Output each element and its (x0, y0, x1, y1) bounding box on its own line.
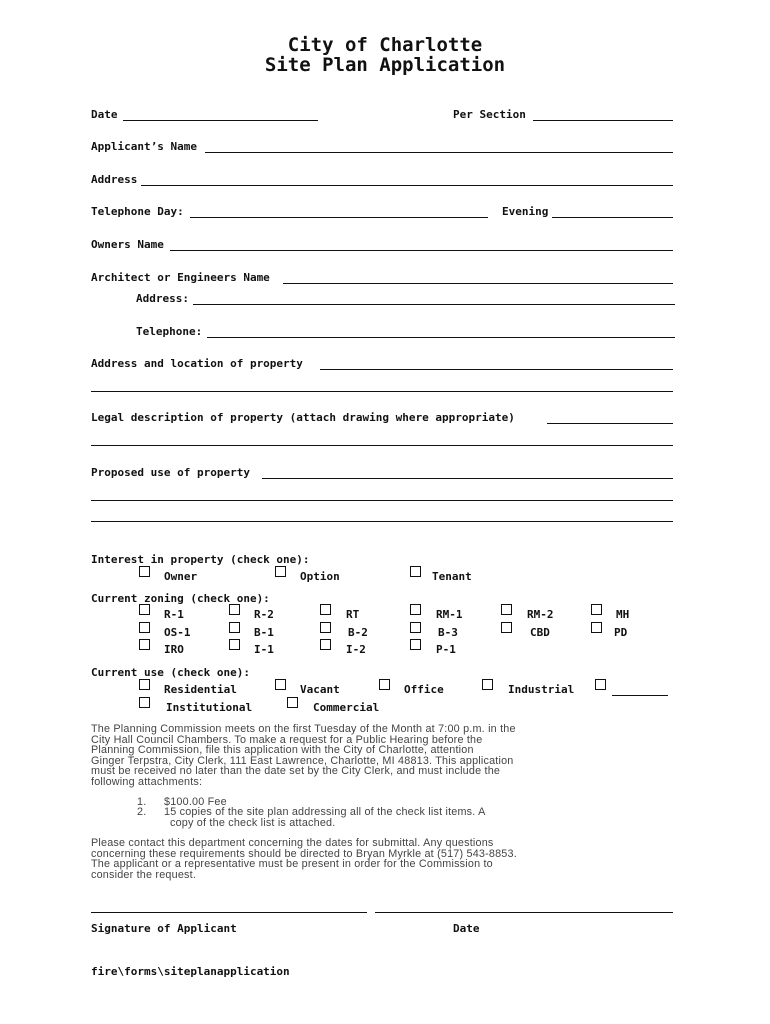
applicant-name-field[interactable] (205, 152, 673, 153)
signature-date-label: Date (453, 922, 480, 935)
address-field[interactable] (141, 185, 673, 186)
use-residential-checkbox[interactable] (139, 679, 150, 690)
use-industrial-label: Industrial (508, 683, 575, 696)
zoning-b1-label: B-1 (254, 626, 274, 639)
architect-telephone-field[interactable] (207, 337, 675, 338)
architect-name-field[interactable] (283, 283, 673, 284)
notice-line: The Planning Commission meets on the first Tuesday of the Month at 7:00 p.m. in the (91, 723, 516, 735)
proposed-use-field-line3[interactable] (91, 521, 673, 522)
zoning-i2-label: I-2 (346, 643, 366, 656)
zoning-rm1-label: RM-1 (436, 608, 463, 621)
zoning-mh-checkbox[interactable] (591, 604, 602, 615)
owners-name-field[interactable] (170, 250, 673, 251)
zoning-i1-label: I-1 (254, 643, 274, 656)
zoning-b2-label: B-2 (348, 626, 368, 639)
zoning-r2-label: R-2 (254, 608, 274, 621)
interest-label: Interest in property (check one): (91, 553, 310, 566)
form-title: City of Charlotte (287, 34, 483, 56)
use-institutional-checkbox[interactable] (139, 697, 150, 708)
notice-line: Planning Commission, file this application with the City of Charlotte, attention (91, 744, 474, 756)
owners-name-label: Owners Name (91, 238, 164, 251)
per-section-field[interactable] (533, 120, 673, 121)
property-address-field[interactable] (320, 369, 673, 370)
zoning-rm1-checkbox[interactable] (410, 604, 421, 615)
zoning-rt-checkbox[interactable] (320, 604, 331, 615)
attachment-number: 2. (137, 806, 147, 818)
use-residential-label: Residential (164, 683, 237, 696)
zoning-label: Current zoning (check one): (91, 592, 270, 605)
notice-line: Ginger Terpstra, City Clerk, 111 East Lawrence, Charlotte, MI 48813. This application (91, 754, 514, 767)
address-label: Address (91, 173, 138, 186)
zoning-os1-checkbox[interactable] (139, 622, 150, 633)
attachment-item: $100.00 Fee (164, 795, 227, 808)
zoning-cbd-label: CBD (530, 626, 550, 639)
proposed-use-field[interactable] (262, 478, 673, 479)
architect-telephone-label: Telephone: (136, 325, 203, 338)
interest-tenant-checkbox[interactable] (410, 566, 421, 577)
zoning-cbd-checkbox[interactable] (501, 622, 512, 633)
zoning-b3-label: B-3 (438, 626, 458, 639)
use-other-checkbox[interactable] (595, 679, 606, 690)
footer-path: fire\forms\siteplanapplication (91, 965, 290, 978)
notice-line: City Hall Council Chambers. To make a request for a Public Hearing before the (91, 733, 483, 746)
zoning-r1-checkbox[interactable] (139, 604, 150, 615)
use-vacant-label: Vacant (300, 683, 340, 696)
proposed-use-field-line2[interactable] (91, 500, 673, 501)
interest-option-label: Option (300, 570, 340, 583)
zoning-rt-label: RT (346, 608, 360, 621)
use-commercial-checkbox[interactable] (287, 697, 298, 708)
form-subtitle: Site Plan Application (264, 54, 506, 76)
evening-field[interactable] (552, 217, 673, 218)
attachment-item-continued: copy of the check list is attached. (170, 816, 336, 829)
zoning-iro-checkbox[interactable] (139, 639, 150, 650)
notice-line: must be received no later than the date set by the City Clerk, and must include the (91, 765, 501, 777)
evening-label: Evening (502, 205, 549, 218)
zoning-pd-checkbox[interactable] (591, 622, 602, 633)
architect-address-field[interactable] (193, 304, 675, 305)
interest-option-checkbox[interactable] (275, 566, 286, 577)
zoning-pd-label: PD (614, 626, 628, 639)
interest-owner-checkbox[interactable] (139, 566, 150, 577)
zoning-i2-checkbox[interactable] (320, 639, 331, 650)
property-address-field-line2[interactable] (91, 391, 673, 392)
notice-line: The applicant or a representative must be present in order for the Commission to (91, 858, 493, 870)
signature-date-field[interactable] (375, 912, 673, 913)
legal-description-field[interactable] (547, 423, 673, 424)
zoning-b2-checkbox[interactable] (320, 622, 331, 633)
notice-line: following attachments: (91, 775, 203, 788)
legal-description-field-line2[interactable] (91, 445, 673, 446)
date-label: Date (91, 108, 118, 121)
zoning-mh-label: MH (616, 608, 630, 621)
use-institutional-label: Institutional (166, 701, 253, 714)
architect-address-label: Address: (136, 292, 189, 305)
date-field[interactable] (123, 120, 318, 121)
legal-description-label: Legal description of property (attach drawing where appropriate) (91, 411, 515, 424)
use-industrial-checkbox[interactable] (482, 679, 493, 690)
use-office-checkbox[interactable] (379, 679, 390, 690)
zoning-i1-checkbox[interactable] (229, 639, 240, 650)
use-other-field[interactable] (612, 695, 668, 696)
zoning-r1-label: R-1 (164, 608, 184, 621)
property-address-label: Address and location of property (91, 357, 303, 370)
current-use-label: Current use (check one): (91, 666, 250, 679)
attachment-item: 15 copies of the site plan addressing all of the check list items. A (164, 806, 486, 818)
proposed-use-label: Proposed use of property (91, 466, 250, 479)
zoning-rm2-label: RM-2 (527, 608, 554, 621)
zoning-p1-checkbox[interactable] (410, 639, 421, 650)
signature-label: Signature of Applicant (91, 922, 237, 935)
telephone-day-label: Telephone Day: (91, 205, 184, 218)
use-vacant-checkbox[interactable] (275, 679, 286, 690)
architect-name-label: Architect or Engineers Name (91, 271, 270, 284)
zoning-os1-label: OS-1 (164, 626, 191, 639)
notice-line: consider the request. (91, 868, 197, 881)
telephone-day-field[interactable] (190, 217, 488, 218)
zoning-b1-checkbox[interactable] (229, 622, 240, 633)
per-section-label: Per Section (453, 108, 526, 121)
notice-line: Please contact this department concerning the dates for submittal. Any questions (91, 837, 494, 849)
zoning-p1-label: P-1 (436, 643, 456, 656)
zoning-rm2-checkbox[interactable] (501, 604, 512, 615)
notice-line: concerning these requirements should be directed to Bryan Myrkle at (517) 543-8853. (91, 847, 517, 860)
interest-tenant-label: Tenant (432, 570, 472, 583)
zoning-b3-checkbox[interactable] (410, 622, 421, 633)
interest-owner-label: Owner (164, 570, 198, 583)
applicant-name-label: Applicant’s Name (91, 140, 197, 153)
signature-field[interactable] (91, 912, 367, 913)
zoning-r2-checkbox[interactable] (229, 604, 240, 615)
zoning-iro-label: IRO (164, 643, 184, 656)
use-commercial-label: Commercial (313, 701, 380, 714)
use-office-label: Office (404, 683, 444, 696)
attachment-number: 1. (137, 795, 147, 808)
